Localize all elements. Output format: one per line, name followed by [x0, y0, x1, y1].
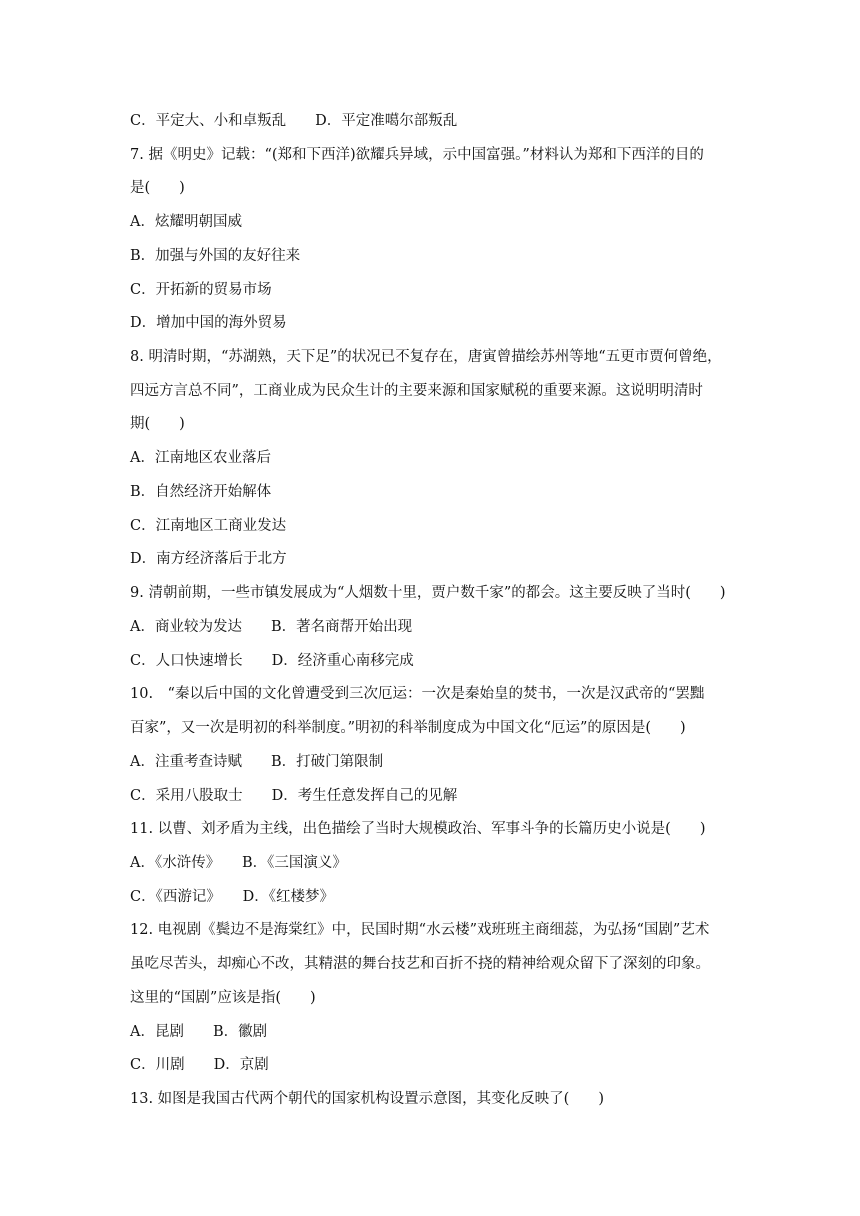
option-line: A．昆剧 B．徽剧 [130, 1024, 268, 1040]
question-7-stem-cont: 是( ) [130, 180, 185, 196]
option-line: A．商业较为发达 B．著名商帮开始出现 [130, 619, 413, 635]
question-9-stem: 9. 清朝前期，一些市镇发展成为“人烟数十里，贾户数千家”的都会。这主要反映了当时( ) [130, 585, 726, 601]
question-13-stem: 13. 如图是我国古代两个朝代的国家机构设置示意图，其变化反映了( ) [130, 1091, 604, 1107]
question-11-stem: 11. 以曹、刘矛盾为主线，出色描绘了当时大规模政治、军事斗争的长篇历史小说是( ) [130, 821, 706, 837]
option-line: C．江南地区工商业发达 [130, 518, 287, 534]
option-line: A．《水浒传》 B．《三国演义》 [130, 855, 347, 871]
question-7-stem: 7. 据《明史》记载：“(郑和下西洋)欲耀兵异域，示中国富强。”材料认为郑和下西洋的目的 [130, 147, 704, 163]
option-line: C．采用八股取士 D．考生任意发挥自己的见解 [130, 788, 458, 804]
option-line: C．平定大、小和卓叛乱 D．平定准噶尔部叛乱 [130, 113, 458, 129]
option-line: C．人口快速增长 D．经济重心南移完成 [130, 653, 414, 669]
option-line: C．开拓新的贸易市场 [130, 282, 272, 298]
option-line: C．川剧 D．京剧 [130, 1057, 269, 1073]
question-12-stem-cont: 虽吃尽苦头，却痴心不改，其精湛的舞台技艺和百折不挠的精神给观众留下了深刻的印象。 [130, 956, 710, 972]
option-line: D．南方经济落后于北方 [130, 551, 287, 567]
option-line: A．注重考查诗赋 B．打破门第限制 [130, 754, 384, 770]
option-line: B．加强与外国的友好往来 [130, 248, 301, 264]
option-line: D．增加中国的海外贸易 [130, 315, 287, 331]
question-8-stem-cont: 期( ) [130, 416, 185, 432]
option-line: A．江南地区农业落后 [130, 450, 271, 466]
option-line: A．炫耀明朝国威 [130, 214, 242, 230]
question-12-stem-cont: 这里的“国剧”应该是指( ) [130, 990, 316, 1006]
question-8-stem-cont: 四远方言总不同”，工商业成为民众生计的主要来源和国家赋税的重要来源。这说明明清时 [130, 383, 703, 399]
question-8-stem: 8. 明清时期，“苏湖熟，天下足”的状况已不复存在，唐寅曾描绘苏州等地“五更市贾何曾绝， [130, 349, 722, 365]
question-10-stem: 10. “秦以后中国的文化曾遭受到三次厄运：一次是秦始皇的焚书，一次是汉武帝的“罢黜 [130, 686, 705, 702]
option-line: B．自然经济开始解体 [130, 484, 272, 500]
question-10-stem-cont: 百家”，又一次是明初的科举制度。”明初的科举制度成为中国文化“厄运”的原因是( ) [130, 720, 686, 736]
question-12-stem: 12. 电视剧《鬓边不是海棠红》中，民国时期“水云楼”戏班班主商细蕊，为弘扬“国剧”艺术 [130, 922, 710, 938]
option-line: C．《西游记》 D．《红楼梦》 [130, 889, 334, 905]
